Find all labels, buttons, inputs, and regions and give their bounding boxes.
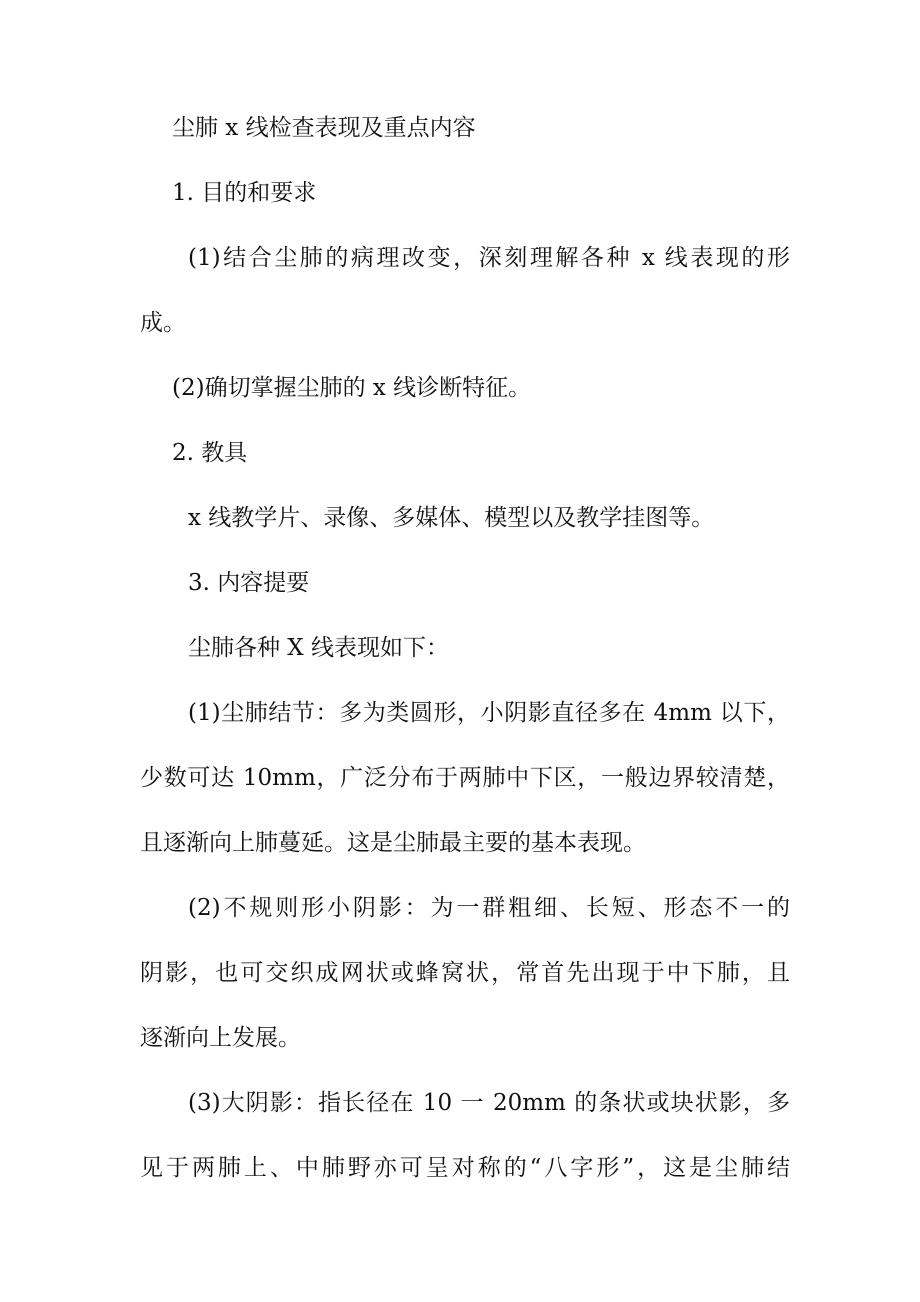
section-1-heading: 1. 目的和要求: [172, 180, 317, 206]
section-1-item-1-line-2: 成。: [140, 310, 186, 336]
section-2-text: x 线教学片、录像、多媒体、模型以及教学挂图等。: [188, 505, 715, 531]
section-3-item-1-line-2: 少数可达 10mm，广泛分布于两肺中下区，一般边界较清楚，: [140, 765, 790, 791]
section-3-item-1-line-1: (1)尘肺结节：多为类圆形，小阴影直径多在 4mm 以下，: [188, 700, 790, 726]
section-3-item-3-line-1: (3)大阴影：指长径在 10 一 20mm 的条状或块状影，多: [188, 1090, 790, 1116]
section-3-item-2-line-1: (2)不规则形小阴影：为一群粗细、长短、形态不一的: [188, 895, 790, 921]
document-title: 尘肺 x 线检查表现及重点内容: [172, 115, 476, 141]
section-3-item-2-line-3: 逐渐向上发展。: [140, 1025, 301, 1051]
section-3-item-2-line-2: 阴影，也可交织成网状或蜂窝状，常首先出现于中下肺，且: [140, 960, 790, 986]
section-3-item-1-line-3: 且逐渐向上肺蔓延。这是尘肺最主要的基本表现。: [140, 830, 646, 856]
section-1-item-1-line-1: (1)结合尘肺的病理改变，深刻理解各种 x 线表现的形: [188, 245, 790, 271]
section-3-intro: 尘肺各种 X 线表现如下：: [188, 635, 449, 661]
section-2-heading: 2. 教具: [172, 440, 248, 466]
section-1-item-2: (2)确切掌握尘肺的 x 线诊断特征。: [172, 375, 532, 401]
section-3-heading: 3. 内容提要: [188, 570, 310, 596]
section-3-item-3-line-2: 见于两肺上、中肺野亦可呈对称的“八字形”，这是尘肺结: [140, 1155, 790, 1181]
